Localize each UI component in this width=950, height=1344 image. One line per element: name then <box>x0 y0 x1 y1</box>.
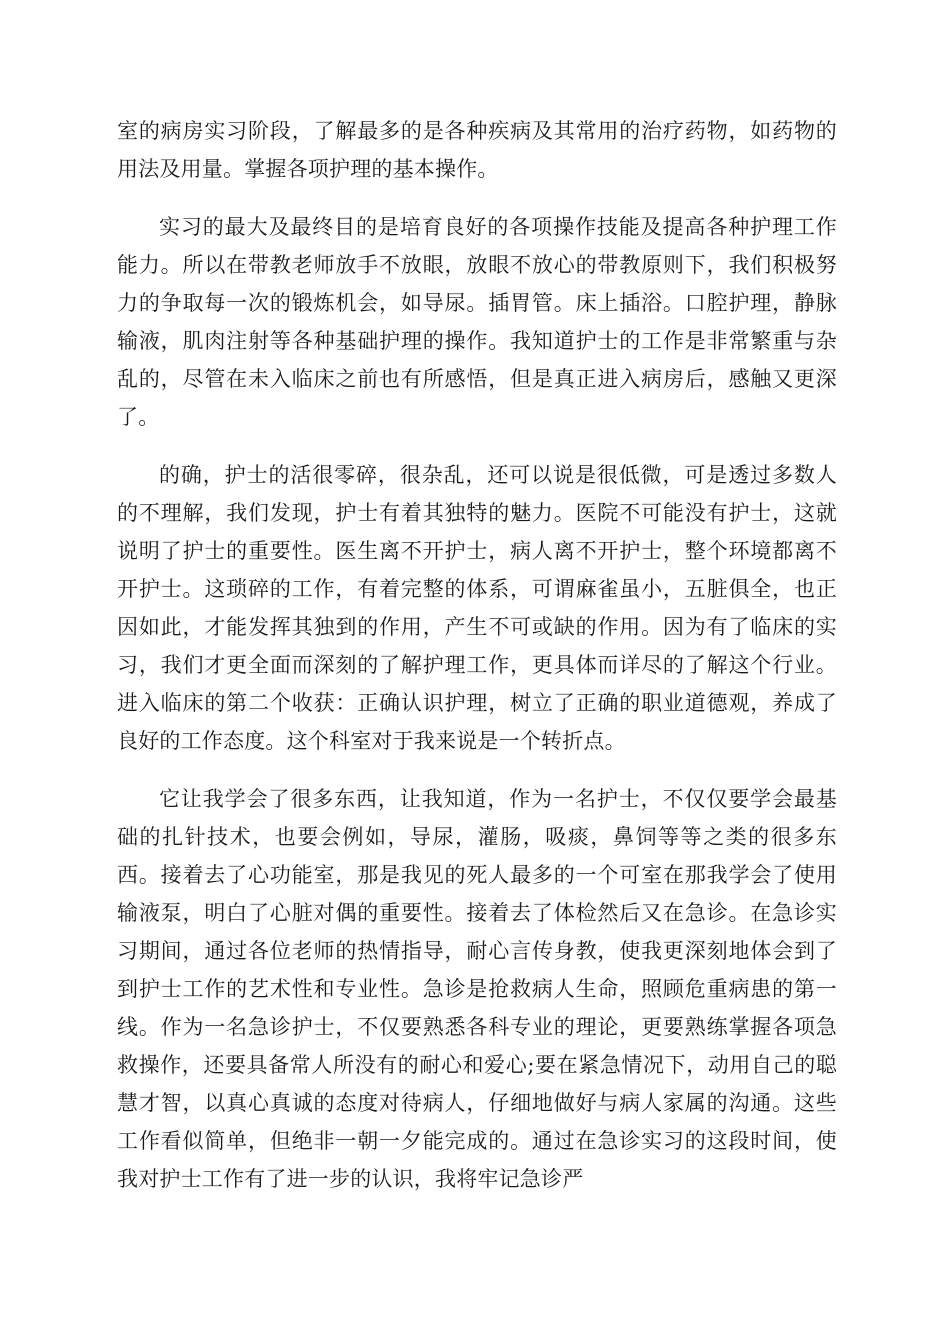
paragraph-emergency-internship: 它让我学会了很多东西，让我知道，作为一名护士，不仅仅要学会最基础的扎针技术，也要会例如，导尿，灌肠，吸痰，鼻饲等等之类的很多东西。接着去了心功能室，那是我见的死人最多的一个可室在那我学会了使用输液泵，明白了心脏对偶的重要性。接着去了体检然后又在急诊。在急诊实习期间，通过各位老师的热情指导，耐心言传身教，使我更深刻地体会到了到护士工作的艺术性和专业性。急诊是抢救病人生命，照顾危重病患的第一线。作为一名急诊护士，不仅要熟悉各科专业的理论，更要熟练掌握各项急救操作，还要具备常人所没有的耐心和爱心;要在紧急情况下，动用自己的聪慧才智，以真心真诚的态度对待病人，仔细地做好与病人家属的沟通。这些工作看似简单，但绝非一朝一夕能完成的。通过在急诊实习的这段时间，使我对护士工作有了进一步的认识，我将牢记急诊严 <box>117 787 837 1191</box>
paragraph-practice-goal: 实习的最大及最终目的是培育良好的各项操作技能及提高各种护理工作能力。所以在带教老师放手不放眼，放眼不放心的带教原则下，我们积极努力的争取每一次的锻炼机会，如导尿。插胃管。床上插浴。口腔护理，静脉输液，肌肉注射等各种基础护理的操作。我知道护士的工作是非常繁重与杂乱的，尽管在未入临床之前也有所感悟，但是真正进入病房后，感触又更深了。 <box>117 215 837 429</box>
document-body <box>117 112 837 1218</box>
paragraph-nurse-importance: 的确，护士的活很零碎，很杂乱，还可以说是很低微，可是透过多数人的不理解，我们发现，护士有着其独特的魅力。医院不可能没有护士，这就说明了护士的重要性。医生离不开护士，病人离不开护士，整个环境都离不开护士。这琐碎的工作，有着完整的体系，可谓麻雀虽小，五脏俱全，也正因如此，才能发挥其独到的作用，产生不可或缺的作用。因为有了临床的实习，我们才更全面而深刻的了解护理工作，更具体而详尽的了解这个行业。进入临床的第二个收获：正确认识护理，树立了正确的职业道德观，养成了良好的工作态度。这个科室对于我来说是一个转折点。 <box>117 463 837 753</box>
paragraph-continued: 室的病房实习阶段，了解最多的是各种疾病及其常用的治疗药物，如药物的用法及用量。掌握各项护理的基本操作。 <box>117 119 837 181</box>
